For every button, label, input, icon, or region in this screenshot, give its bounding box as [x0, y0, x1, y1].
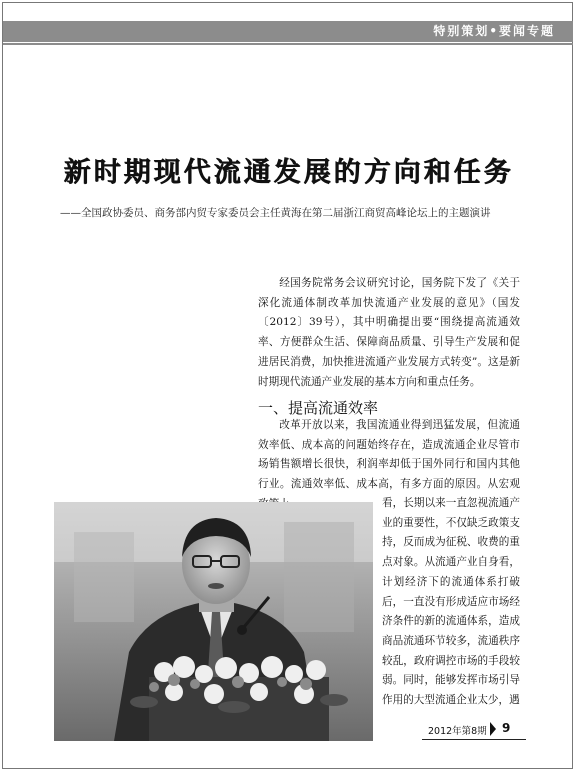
- intro-text: 经国务院常务会议研究讨论，国务院下发了《关于深化流通体制改革加快流通产业发展的意见》（国发〔2012〕39号），其中明确提出要“围绕提高流通效率、方便群众生活、保障商品质量、引导生产发展和促进居民消费，加快推进流通产业发展方式转变”。这是新时期现代流通产业发展的基本方向和重点任务。: [258, 277, 520, 388]
- article-subtitle: ——全国政协委员、商务部内贸专家委员会主任黄海在第二届浙江商贸高峰论坛上的主题演讲: [60, 207, 491, 219]
- footer-rule: [422, 739, 526, 740]
- section-heading: 一、提高流通效率: [258, 399, 379, 417]
- article-title: 新时期现代流通发展的方向和任务: [63, 157, 514, 188]
- intro-paragraph: [258, 274, 520, 392]
- issue-label: 2012年第8期: [428, 726, 487, 737]
- header-rule: [3, 43, 573, 45]
- page-number: 9: [502, 721, 511, 735]
- speaker-photo: [54, 502, 373, 741]
- section-label: 特别策划•要闻专题: [433, 24, 555, 38]
- section1-continued-text: 看，长期以来一直忽视流通产业的重要性，不仅缺乏政策支持，反而成为征税、收费的重点对象。从流通产业自身看，计划经济下的流通体系打破后，一直没有形成适应市场经济条件的新的流通体系，造成商品流通环节较多，流通秩序较乱，政府调控市场的手段较弱。同时，能够发挥市场引导作用的大型流通企业太少，遇: [382, 497, 520, 707]
- page-mark-icon: [488, 720, 498, 738]
- section1-text: 改革开放以来，我国流通业得到迅猛发展，但流通效率低、成本高的问题始终存在，造成流通企业尽管市场销售额增长很快，利润率却低于国外同行和国内其他行业。流通效率低、成本高，有多方面的原因。从宏观: [258, 419, 520, 491]
